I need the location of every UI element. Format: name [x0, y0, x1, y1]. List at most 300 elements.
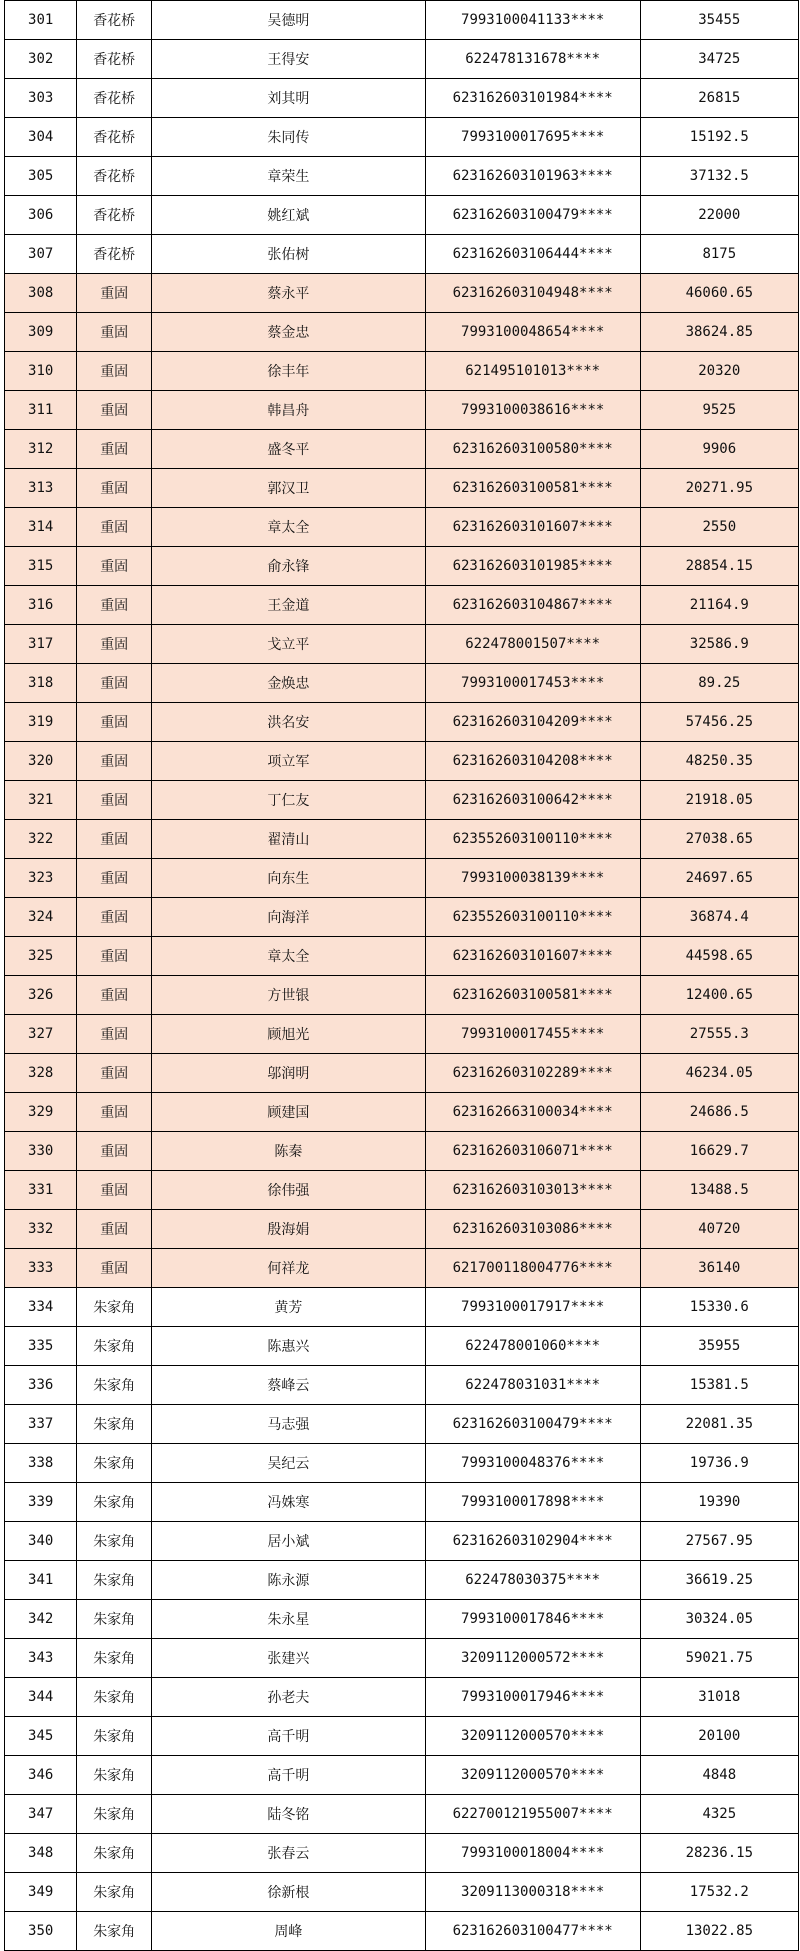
table-row [5, 313, 799, 352]
town-cell: 重固 [77, 1132, 152, 1171]
row-index-cell: 334 [5, 1288, 77, 1327]
name-cell: 蔡金忠 [152, 313, 426, 352]
account-number-cell: 3209112000572**** [425, 1639, 640, 1678]
amount-cell: 13022.85 [640, 1912, 798, 1951]
town-cell: 朱家角 [77, 1678, 152, 1717]
amount-cell: 12400.65 [640, 976, 798, 1015]
account-number-cell: 623162603100580**** [425, 430, 640, 469]
table-row [5, 1912, 799, 1951]
name-cell: 韩昌舟 [152, 391, 426, 430]
town-cell: 香花桥 [77, 1, 152, 40]
name-cell: 章太全 [152, 508, 426, 547]
town-cell: 重固 [77, 391, 152, 430]
name-cell: 张建兴 [152, 1639, 426, 1678]
account-number-cell: 3209113000318**** [425, 1873, 640, 1912]
row-index-cell: 316 [5, 586, 77, 625]
account-number-cell: 623162603100477**** [425, 1912, 640, 1951]
account-number-cell: 7993100017898**** [425, 1483, 640, 1522]
account-number-cell: 7993100017917**** [425, 1288, 640, 1327]
name-cell: 章太全 [152, 937, 426, 976]
table-row [5, 1873, 799, 1912]
table-row [5, 1093, 799, 1132]
row-index-cell: 328 [5, 1054, 77, 1093]
table-row [5, 1366, 799, 1405]
row-index-cell: 315 [5, 547, 77, 586]
amount-cell: 16629.7 [640, 1132, 798, 1171]
account-number-cell: 623162663100034**** [425, 1093, 640, 1132]
table-row [5, 1171, 799, 1210]
town-cell: 香花桥 [77, 196, 152, 235]
name-cell: 刘其明 [152, 79, 426, 118]
town-cell: 重固 [77, 430, 152, 469]
row-index-cell: 349 [5, 1873, 77, 1912]
town-cell: 重固 [77, 469, 152, 508]
account-number-cell: 623162603101607**** [425, 508, 640, 547]
table-row [5, 937, 799, 976]
amount-cell: 24697.65 [640, 859, 798, 898]
name-cell: 黄芳 [152, 1288, 426, 1327]
table-row [5, 391, 799, 430]
amount-cell: 9906 [640, 430, 798, 469]
town-cell: 香花桥 [77, 79, 152, 118]
amount-cell: 4325 [640, 1795, 798, 1834]
account-number-cell: 623162603106071**** [425, 1132, 640, 1171]
name-cell: 翟清山 [152, 820, 426, 859]
table-row [5, 1249, 799, 1288]
account-number-cell: 623162603100581**** [425, 469, 640, 508]
table-row [5, 157, 799, 196]
row-index-cell: 321 [5, 781, 77, 820]
amount-cell: 17532.2 [640, 1873, 798, 1912]
table-row [5, 79, 799, 118]
amount-cell: 59021.75 [640, 1639, 798, 1678]
town-cell: 朱家角 [77, 1873, 152, 1912]
town-cell: 朱家角 [77, 1756, 152, 1795]
row-index-cell: 344 [5, 1678, 77, 1717]
name-cell: 朱同传 [152, 118, 426, 157]
name-cell: 徐伟强 [152, 1171, 426, 1210]
row-index-cell: 337 [5, 1405, 77, 1444]
account-number-cell: 623162603100479**** [425, 1405, 640, 1444]
amount-cell: 48250.35 [640, 742, 798, 781]
table-row [5, 1522, 799, 1561]
name-cell: 戈立平 [152, 625, 426, 664]
name-cell: 洪名安 [152, 703, 426, 742]
name-cell: 张春云 [152, 1834, 426, 1873]
amount-cell: 20100 [640, 1717, 798, 1756]
account-number-cell: 3209112000570**** [425, 1756, 640, 1795]
row-index-cell: 350 [5, 1912, 77, 1951]
row-index-cell: 307 [5, 235, 77, 274]
town-cell: 重固 [77, 1249, 152, 1288]
name-cell: 孙老夫 [152, 1678, 426, 1717]
account-number-cell: 7993100017946**** [425, 1678, 640, 1717]
town-cell: 重固 [77, 1093, 152, 1132]
name-cell: 邬润明 [152, 1054, 426, 1093]
amount-cell: 35955 [640, 1327, 798, 1366]
table-row [5, 508, 799, 547]
town-cell: 朱家角 [77, 1912, 152, 1951]
row-index-cell: 327 [5, 1015, 77, 1054]
name-cell: 陈永源 [152, 1561, 426, 1600]
town-cell: 朱家角 [77, 1288, 152, 1327]
name-cell: 顾建国 [152, 1093, 426, 1132]
name-cell: 马志强 [152, 1405, 426, 1444]
account-number-cell: 7993100038139**** [425, 859, 640, 898]
table-row [5, 742, 799, 781]
amount-cell: 28854.15 [640, 547, 798, 586]
table-row [5, 1210, 799, 1249]
town-cell: 朱家角 [77, 1717, 152, 1756]
table-row [5, 1717, 799, 1756]
row-index-cell: 312 [5, 430, 77, 469]
amount-cell: 32586.9 [640, 625, 798, 664]
row-index-cell: 343 [5, 1639, 77, 1678]
account-number-cell: 623162603106444**** [425, 235, 640, 274]
row-index-cell: 329 [5, 1093, 77, 1132]
town-cell: 重固 [77, 547, 152, 586]
row-index-cell: 338 [5, 1444, 77, 1483]
name-cell: 冯姝寒 [152, 1483, 426, 1522]
row-index-cell: 342 [5, 1600, 77, 1639]
row-index-cell: 301 [5, 1, 77, 40]
town-cell: 重固 [77, 1015, 152, 1054]
account-number-cell: 622478031031**** [425, 1366, 640, 1405]
town-cell: 重固 [77, 820, 152, 859]
table-row [5, 274, 799, 313]
name-cell: 殷海娟 [152, 1210, 426, 1249]
name-cell: 金焕忠 [152, 664, 426, 703]
town-cell: 重固 [77, 625, 152, 664]
table-row [5, 1444, 799, 1483]
row-index-cell: 326 [5, 976, 77, 1015]
table-row [5, 1483, 799, 1522]
name-cell: 吴纪云 [152, 1444, 426, 1483]
amount-cell: 35455 [640, 1, 798, 40]
account-number-cell: 7993100048376**** [425, 1444, 640, 1483]
amount-cell: 27567.95 [640, 1522, 798, 1561]
account-number-cell: 7993100018004**** [425, 1834, 640, 1873]
amount-cell: 36874.4 [640, 898, 798, 937]
account-number-cell: 623162603101985**** [425, 547, 640, 586]
name-cell: 陈惠兴 [152, 1327, 426, 1366]
amount-cell: 89.25 [640, 664, 798, 703]
account-number-cell: 623552603100110**** [425, 820, 640, 859]
account-number-cell: 7993100038616**** [425, 391, 640, 430]
table-row [5, 1600, 799, 1639]
amount-cell: 27555.3 [640, 1015, 798, 1054]
name-cell: 丁仁友 [152, 781, 426, 820]
amount-cell: 9525 [640, 391, 798, 430]
account-number-cell: 7993100017455**** [425, 1015, 640, 1054]
account-number-cell: 623162603102904**** [425, 1522, 640, 1561]
row-index-cell: 348 [5, 1834, 77, 1873]
table-row [5, 430, 799, 469]
town-cell: 朱家角 [77, 1366, 152, 1405]
row-index-cell: 346 [5, 1756, 77, 1795]
name-cell: 张佑树 [152, 235, 426, 274]
town-cell: 重固 [77, 898, 152, 937]
account-number-cell: 623162603104208**** [425, 742, 640, 781]
table-row [5, 1288, 799, 1327]
table-row [5, 235, 799, 274]
amount-cell: 21164.9 [640, 586, 798, 625]
amount-cell: 22081.35 [640, 1405, 798, 1444]
row-index-cell: 309 [5, 313, 77, 352]
row-index-cell: 333 [5, 1249, 77, 1288]
amount-cell: 2550 [640, 508, 798, 547]
account-number-cell: 622700121955007**** [425, 1795, 640, 1834]
name-cell: 何祥龙 [152, 1249, 426, 1288]
amount-cell: 30324.05 [640, 1600, 798, 1639]
row-index-cell: 331 [5, 1171, 77, 1210]
name-cell: 项立军 [152, 742, 426, 781]
amount-cell: 13488.5 [640, 1171, 798, 1210]
name-cell: 高千明 [152, 1717, 426, 1756]
name-cell: 周峰 [152, 1912, 426, 1951]
name-cell: 陆冬铭 [152, 1795, 426, 1834]
row-index-cell: 332 [5, 1210, 77, 1249]
name-cell: 朱永星 [152, 1600, 426, 1639]
table-row [5, 352, 799, 391]
table-row [5, 703, 799, 742]
row-index-cell: 341 [5, 1561, 77, 1600]
account-number-cell: 622478001507**** [425, 625, 640, 664]
row-index-cell: 323 [5, 859, 77, 898]
row-index-cell: 313 [5, 469, 77, 508]
account-number-cell: 621700118004776**** [425, 1249, 640, 1288]
table-row [5, 196, 799, 235]
table-row [5, 1054, 799, 1093]
name-cell: 吴德明 [152, 1, 426, 40]
name-cell: 高千明 [152, 1756, 426, 1795]
account-number-cell: 3209112000570**** [425, 1717, 640, 1756]
name-cell: 向东生 [152, 859, 426, 898]
table-row [5, 1795, 799, 1834]
account-number-cell: 7993100041133**** [425, 1, 640, 40]
row-index-cell: 335 [5, 1327, 77, 1366]
amount-cell: 15381.5 [640, 1366, 798, 1405]
town-cell: 重固 [77, 1210, 152, 1249]
row-index-cell: 311 [5, 391, 77, 430]
table-row [5, 1327, 799, 1366]
account-number-cell: 623162603100479**** [425, 196, 640, 235]
name-cell: 居小斌 [152, 1522, 426, 1561]
row-index-cell: 319 [5, 703, 77, 742]
row-index-cell: 322 [5, 820, 77, 859]
account-number-cell: 7993100017846**** [425, 1600, 640, 1639]
amount-cell: 20320 [640, 352, 798, 391]
row-index-cell: 320 [5, 742, 77, 781]
town-cell: 重固 [77, 508, 152, 547]
amount-cell: 44598.65 [640, 937, 798, 976]
table-row [5, 586, 799, 625]
row-index-cell: 325 [5, 937, 77, 976]
row-index-cell: 345 [5, 1717, 77, 1756]
data-table [4, 0, 799, 1951]
account-number-cell: 621495101013**** [425, 352, 640, 391]
table-row [5, 1756, 799, 1795]
table-body [5, 1, 799, 1951]
row-index-cell: 308 [5, 274, 77, 313]
amount-cell: 36619.25 [640, 1561, 798, 1600]
account-number-cell: 623162603100581**** [425, 976, 640, 1015]
row-index-cell: 304 [5, 118, 77, 157]
table-row [5, 1132, 799, 1171]
town-cell: 朱家角 [77, 1600, 152, 1639]
town-cell: 朱家角 [77, 1639, 152, 1678]
town-cell: 朱家角 [77, 1561, 152, 1600]
amount-cell: 24686.5 [640, 1093, 798, 1132]
town-cell: 重固 [77, 781, 152, 820]
row-index-cell: 330 [5, 1132, 77, 1171]
account-number-cell: 623162603103086**** [425, 1210, 640, 1249]
table-row [5, 547, 799, 586]
name-cell: 蔡永平 [152, 274, 426, 313]
town-cell: 朱家角 [77, 1522, 152, 1561]
name-cell: 陈秦 [152, 1132, 426, 1171]
account-number-cell: 7993100017695**** [425, 118, 640, 157]
town-cell: 重固 [77, 976, 152, 1015]
amount-cell: 36140 [640, 1249, 798, 1288]
town-cell: 朱家角 [77, 1795, 152, 1834]
name-cell: 顾旭光 [152, 1015, 426, 1054]
amount-cell: 19390 [640, 1483, 798, 1522]
row-index-cell: 336 [5, 1366, 77, 1405]
table-row [5, 1561, 799, 1600]
town-cell: 香花桥 [77, 118, 152, 157]
row-index-cell: 339 [5, 1483, 77, 1522]
amount-cell: 40720 [640, 1210, 798, 1249]
row-index-cell: 305 [5, 157, 77, 196]
account-number-cell: 623552603100110**** [425, 898, 640, 937]
town-cell: 重固 [77, 352, 152, 391]
account-number-cell: 7993100017453**** [425, 664, 640, 703]
name-cell: 徐新根 [152, 1873, 426, 1912]
town-cell: 香花桥 [77, 157, 152, 196]
amount-cell: 15192.5 [640, 118, 798, 157]
town-cell: 重固 [77, 859, 152, 898]
name-cell: 姚红斌 [152, 196, 426, 235]
row-index-cell: 318 [5, 664, 77, 703]
town-cell: 朱家角 [77, 1834, 152, 1873]
amount-cell: 19736.9 [640, 1444, 798, 1483]
town-cell: 重固 [77, 274, 152, 313]
town-cell: 重固 [77, 586, 152, 625]
town-cell: 重固 [77, 742, 152, 781]
account-number-cell: 623162603102289**** [425, 1054, 640, 1093]
row-index-cell: 317 [5, 625, 77, 664]
table-row [5, 1015, 799, 1054]
town-cell: 重固 [77, 937, 152, 976]
amount-cell: 4848 [640, 1756, 798, 1795]
table-row [5, 820, 799, 859]
amount-cell: 28236.15 [640, 1834, 798, 1873]
row-index-cell: 340 [5, 1522, 77, 1561]
town-cell: 重固 [77, 1054, 152, 1093]
row-index-cell: 347 [5, 1795, 77, 1834]
amount-cell: 8175 [640, 235, 798, 274]
town-cell: 朱家角 [77, 1405, 152, 1444]
account-number-cell: 623162603101984**** [425, 79, 640, 118]
town-cell: 香花桥 [77, 235, 152, 274]
name-cell: 章荣生 [152, 157, 426, 196]
town-cell: 重固 [77, 703, 152, 742]
account-number-cell: 623162603101963**** [425, 157, 640, 196]
name-cell: 徐丰年 [152, 352, 426, 391]
amount-cell: 27038.65 [640, 820, 798, 859]
amount-cell: 34725 [640, 40, 798, 79]
town-cell: 重固 [77, 664, 152, 703]
row-index-cell: 324 [5, 898, 77, 937]
amount-cell: 57456.25 [640, 703, 798, 742]
account-number-cell: 623162603104867**** [425, 586, 640, 625]
town-cell: 朱家角 [77, 1483, 152, 1522]
amount-cell: 38624.85 [640, 313, 798, 352]
name-cell: 向海洋 [152, 898, 426, 937]
name-cell: 俞永锋 [152, 547, 426, 586]
table-row [5, 40, 799, 79]
table-row [5, 664, 799, 703]
account-number-cell: 623162603104948**** [425, 274, 640, 313]
account-number-cell: 623162603101607**** [425, 937, 640, 976]
account-number-cell: 7993100048654**** [425, 313, 640, 352]
town-cell: 重固 [77, 1171, 152, 1210]
name-cell: 王得安 [152, 40, 426, 79]
table-row [5, 1834, 799, 1873]
row-index-cell: 302 [5, 40, 77, 79]
table-row [5, 625, 799, 664]
row-index-cell: 303 [5, 79, 77, 118]
table-row [5, 1, 799, 40]
table-row [5, 1405, 799, 1444]
amount-cell: 20271.95 [640, 469, 798, 508]
table-row [5, 1678, 799, 1717]
amount-cell: 46234.05 [640, 1054, 798, 1093]
amount-cell: 46060.65 [640, 274, 798, 313]
name-cell: 王金道 [152, 586, 426, 625]
town-cell: 朱家角 [77, 1444, 152, 1483]
account-number-cell: 622478131678**** [425, 40, 640, 79]
row-index-cell: 310 [5, 352, 77, 391]
amount-cell: 26815 [640, 79, 798, 118]
name-cell: 郭汉卫 [152, 469, 426, 508]
table-row [5, 1639, 799, 1678]
amount-cell: 22000 [640, 196, 798, 235]
row-index-cell: 314 [5, 508, 77, 547]
amount-cell: 31018 [640, 1678, 798, 1717]
table-row [5, 469, 799, 508]
account-number-cell: 623162603104209**** [425, 703, 640, 742]
town-cell: 重固 [77, 313, 152, 352]
name-cell: 方世银 [152, 976, 426, 1015]
town-cell: 香花桥 [77, 40, 152, 79]
table-row [5, 898, 799, 937]
account-number-cell: 623162603100642**** [425, 781, 640, 820]
account-number-cell: 622478001060**** [425, 1327, 640, 1366]
table-row [5, 118, 799, 157]
amount-cell: 21918.05 [640, 781, 798, 820]
town-cell: 朱家角 [77, 1327, 152, 1366]
name-cell: 蔡峰云 [152, 1366, 426, 1405]
name-cell: 盛冬平 [152, 430, 426, 469]
row-index-cell: 306 [5, 196, 77, 235]
amount-cell: 37132.5 [640, 157, 798, 196]
account-number-cell: 622478030375**** [425, 1561, 640, 1600]
table-row [5, 781, 799, 820]
account-number-cell: 623162603103013**** [425, 1171, 640, 1210]
table-row [5, 859, 799, 898]
